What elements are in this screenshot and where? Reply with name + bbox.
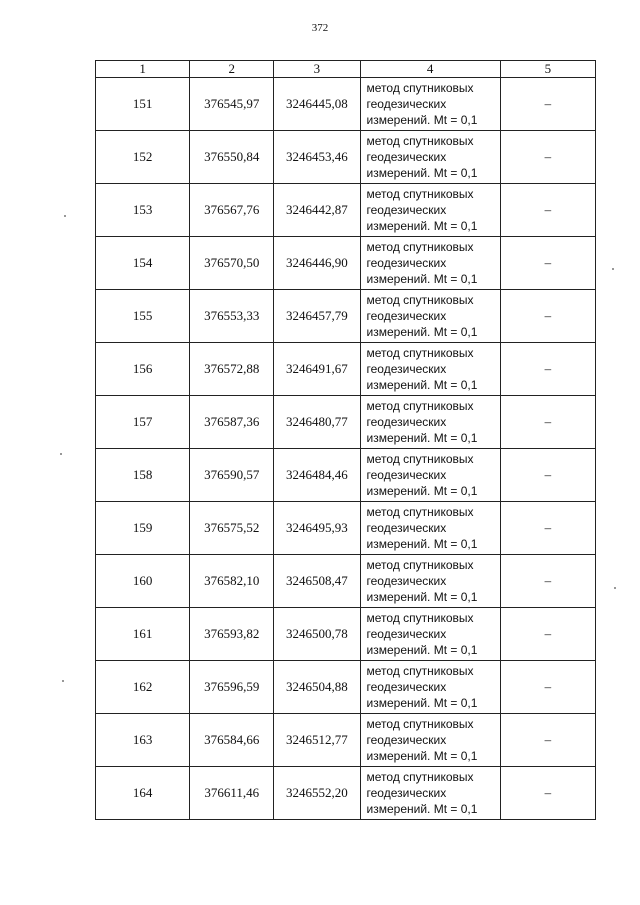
table-row bbox=[96, 78, 596, 131]
method-line: метод спутниковых bbox=[366, 81, 474, 95]
coordinate-x-cell: 376611,46 bbox=[190, 767, 274, 820]
method-line: геодезических bbox=[366, 521, 447, 535]
table-row bbox=[96, 343, 596, 396]
method-line: геодезических bbox=[366, 574, 447, 588]
column-header-4: 4 bbox=[360, 61, 500, 78]
coordinate-y-cell: 3246480,77 bbox=[274, 396, 360, 449]
method-line: измерений. Mt = 0,1 bbox=[366, 325, 478, 339]
method-line: геодезических bbox=[366, 786, 447, 800]
note-cell: – bbox=[500, 78, 595, 131]
note-cell: – bbox=[500, 661, 595, 714]
method-line: метод спутниковых bbox=[366, 187, 474, 201]
method-cell bbox=[360, 714, 500, 767]
note-cell: – bbox=[500, 555, 595, 608]
column-header-3: 3 bbox=[274, 61, 360, 78]
method-line: геодезических bbox=[366, 150, 447, 164]
coordinate-y-cell: 3246552,20 bbox=[274, 767, 360, 820]
table-row bbox=[96, 502, 596, 555]
note-cell: – bbox=[500, 608, 595, 661]
method-cell bbox=[360, 78, 500, 131]
coordinates-table bbox=[95, 60, 596, 820]
method-line: метод спутниковых bbox=[366, 558, 474, 572]
coordinate-y-cell: 3246512,77 bbox=[274, 714, 360, 767]
method-line: геодезических bbox=[366, 733, 447, 747]
coordinate-y-cell: 3246442,87 bbox=[274, 184, 360, 237]
note-cell: – bbox=[500, 396, 595, 449]
method-cell bbox=[360, 502, 500, 555]
method-line: геодезических bbox=[366, 415, 447, 429]
method-line: метод спутниковых bbox=[366, 399, 474, 413]
point-number-cell: 164 bbox=[96, 767, 190, 820]
coordinate-x-cell: 376575,52 bbox=[190, 502, 274, 555]
point-number-cell: 156 bbox=[96, 343, 190, 396]
method-line: измерений. Mt = 0,1 bbox=[366, 219, 478, 233]
table-row bbox=[96, 608, 596, 661]
method-line: измерений. Mt = 0,1 bbox=[366, 590, 478, 604]
column-header-1: 1 bbox=[96, 61, 190, 78]
scan-speck bbox=[612, 268, 614, 270]
method-line: измерений. Mt = 0,1 bbox=[366, 537, 478, 551]
coordinate-y-cell: 3246457,79 bbox=[274, 290, 360, 343]
column-header-2: 2 bbox=[190, 61, 274, 78]
coordinate-y-cell: 3246495,93 bbox=[274, 502, 360, 555]
table-row bbox=[96, 290, 596, 343]
scan-speck bbox=[60, 453, 62, 455]
point-number-cell: 160 bbox=[96, 555, 190, 608]
scan-speck bbox=[62, 680, 64, 682]
method-line: метод спутниковых bbox=[366, 134, 474, 148]
coordinate-x-cell: 376582,10 bbox=[190, 555, 274, 608]
method-line: измерений. Mt = 0,1 bbox=[366, 378, 478, 392]
note-cell: – bbox=[500, 502, 595, 555]
method-line: геодезических bbox=[366, 680, 447, 694]
note-cell: – bbox=[500, 131, 595, 184]
method-cell bbox=[360, 237, 500, 290]
point-number-cell: 163 bbox=[96, 714, 190, 767]
coordinate-x-cell: 376587,36 bbox=[190, 396, 274, 449]
point-number-cell: 159 bbox=[96, 502, 190, 555]
coordinate-x-cell: 376550,84 bbox=[190, 131, 274, 184]
method-cell bbox=[360, 661, 500, 714]
method-line: измерений. Mt = 0,1 bbox=[366, 696, 478, 710]
coordinate-x-cell: 376572,88 bbox=[190, 343, 274, 396]
note-cell: – bbox=[500, 767, 595, 820]
method-line: геодезических bbox=[366, 203, 447, 217]
page-number: 372 bbox=[311, 22, 329, 34]
note-cell: – bbox=[500, 184, 595, 237]
method-cell bbox=[360, 767, 500, 820]
method-line: измерений. Mt = 0,1 bbox=[366, 113, 478, 127]
method-line: геодезических bbox=[366, 362, 447, 376]
note-cell: – bbox=[500, 290, 595, 343]
method-line: измерений. Mt = 0,1 bbox=[366, 431, 478, 445]
table-row bbox=[96, 184, 596, 237]
method-line: метод спутниковых bbox=[366, 452, 474, 466]
coordinate-y-cell: 3246445,08 bbox=[274, 78, 360, 131]
method-cell bbox=[360, 555, 500, 608]
method-line: метод спутниковых bbox=[366, 505, 474, 519]
method-line: метод спутниковых bbox=[366, 717, 474, 731]
table-row bbox=[96, 237, 596, 290]
table-row bbox=[96, 714, 596, 767]
method-line: геодезических bbox=[366, 97, 447, 111]
method-line: метод спутниковых bbox=[366, 240, 474, 254]
coordinate-y-cell: 3246446,90 bbox=[274, 237, 360, 290]
note-cell: – bbox=[500, 714, 595, 767]
coordinate-x-cell: 376553,33 bbox=[190, 290, 274, 343]
method-line: метод спутниковых bbox=[366, 770, 474, 784]
point-number-cell: 161 bbox=[96, 608, 190, 661]
method-cell bbox=[360, 608, 500, 661]
method-line: измерений. Mt = 0,1 bbox=[366, 643, 478, 657]
table-row bbox=[96, 131, 596, 184]
scan-speck bbox=[614, 587, 616, 589]
method-line: измерений. Mt = 0,1 bbox=[366, 484, 478, 498]
coordinate-y-cell: 3246484,46 bbox=[274, 449, 360, 502]
table-row bbox=[96, 767, 596, 820]
method-line: геодезических bbox=[366, 627, 447, 641]
method-line: метод спутниковых bbox=[366, 293, 474, 307]
method-line: метод спутниковых bbox=[366, 664, 474, 678]
method-cell bbox=[360, 290, 500, 343]
coordinate-x-cell: 376590,57 bbox=[190, 449, 274, 502]
method-line: геодезических bbox=[366, 256, 447, 270]
table-header-row bbox=[96, 61, 596, 78]
coordinate-y-cell: 3246500,78 bbox=[274, 608, 360, 661]
note-cell: – bbox=[500, 343, 595, 396]
table-row bbox=[96, 555, 596, 608]
method-cell bbox=[360, 184, 500, 237]
method-line: измерений. Mt = 0,1 bbox=[366, 802, 478, 816]
table-row bbox=[96, 396, 596, 449]
method-line: геодезических bbox=[366, 309, 447, 323]
coordinate-y-cell: 3246491,67 bbox=[274, 343, 360, 396]
coordinate-x-cell: 376593,82 bbox=[190, 608, 274, 661]
method-cell bbox=[360, 396, 500, 449]
note-cell: – bbox=[500, 449, 595, 502]
method-line: измерений. Mt = 0,1 bbox=[366, 166, 478, 180]
column-header-5: 5 bbox=[500, 61, 595, 78]
point-number-cell: 158 bbox=[96, 449, 190, 502]
coordinate-x-cell: 376596,59 bbox=[190, 661, 274, 714]
note-cell: – bbox=[500, 237, 595, 290]
coordinate-y-cell: 3246508,47 bbox=[274, 555, 360, 608]
point-number-cell: 162 bbox=[96, 661, 190, 714]
method-line: геодезических bbox=[366, 468, 447, 482]
coordinate-y-cell: 3246453,46 bbox=[274, 131, 360, 184]
point-number-cell: 154 bbox=[96, 237, 190, 290]
method-cell bbox=[360, 131, 500, 184]
point-number-cell: 153 bbox=[96, 184, 190, 237]
method-cell bbox=[360, 343, 500, 396]
point-number-cell: 155 bbox=[96, 290, 190, 343]
coordinate-y-cell: 3246504,88 bbox=[274, 661, 360, 714]
coordinate-x-cell: 376570,50 bbox=[190, 237, 274, 290]
point-number-cell: 157 bbox=[96, 396, 190, 449]
method-line: метод спутниковых bbox=[366, 611, 474, 625]
scan-speck bbox=[64, 215, 66, 217]
method-cell bbox=[360, 449, 500, 502]
coordinate-x-cell: 376584,66 bbox=[190, 714, 274, 767]
coordinate-x-cell: 376567,76 bbox=[190, 184, 274, 237]
method-line: метод спутниковых bbox=[366, 346, 474, 360]
table-row bbox=[96, 449, 596, 502]
table-row bbox=[96, 661, 596, 714]
coordinate-x-cell: 376545,97 bbox=[190, 78, 274, 131]
table-body bbox=[96, 78, 596, 820]
method-line: измерений. Mt = 0,1 bbox=[366, 272, 478, 286]
point-number-cell: 152 bbox=[96, 131, 190, 184]
method-line: измерений. Mt = 0,1 bbox=[366, 749, 478, 763]
point-number-cell: 151 bbox=[96, 78, 190, 131]
